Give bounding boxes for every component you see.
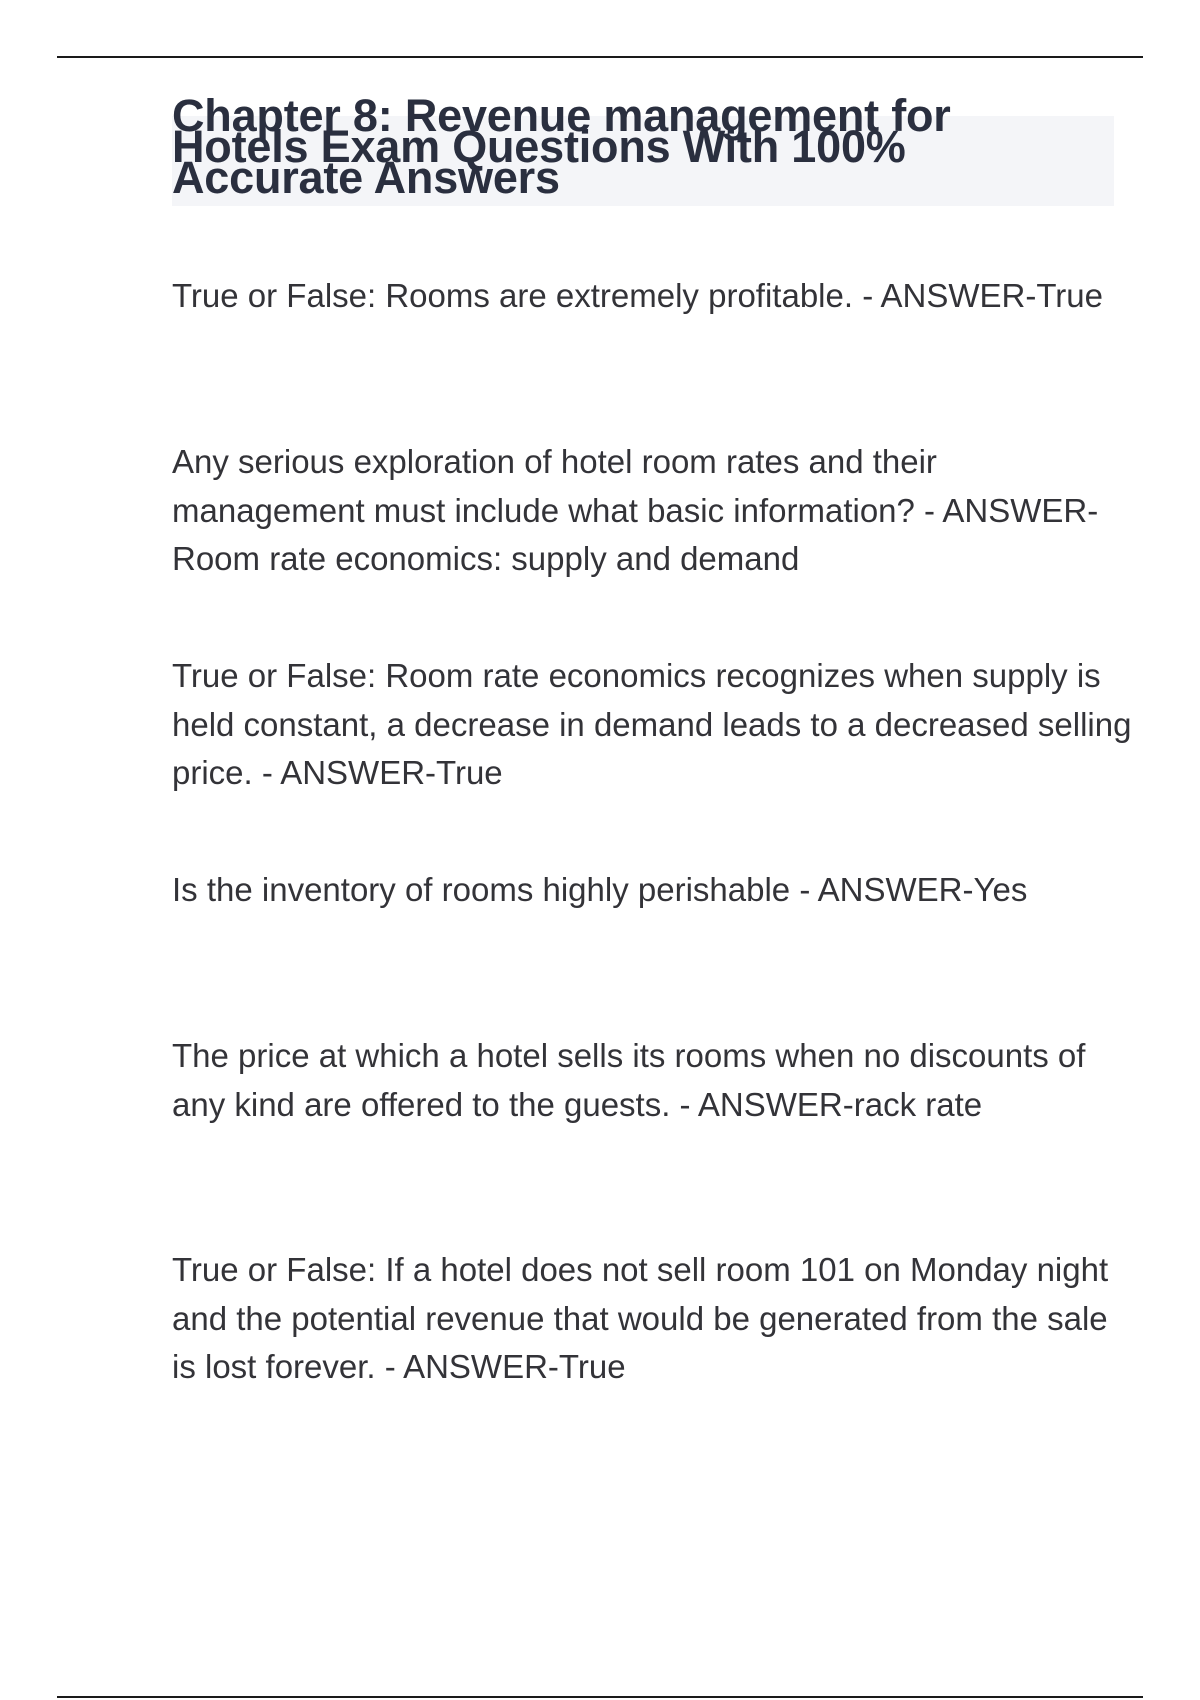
qa-item: Any serious exploration of hotel room rates and their management must include what basic information? - ANSWER-Room rate economics: supply and demand [172, 443, 1099, 577]
qa-item: True or False: Rooms are extremely profitable. - ANSWER-True [172, 277, 1103, 314]
qa-item: The price at which a hotel sells its rooms when no discounts of any kind are offered to the guests. - ANSWER-rack rate [172, 1037, 1086, 1123]
page-title: Chapter 8: Revenue management for Hotels Exam Questions With 100% Accurate Answers [172, 90, 951, 203]
bottom-rule [57, 1696, 1143, 1698]
qa-item: True or False: Room rate economics recognizes when supply is held constant, a decrease in demand leads to a decreased selling price. - ANSWER-True [172, 657, 1132, 791]
qa-item: True or False: If a hotel does not sell room 101 on Monday night and the potential revenue that would be generated from the sale is lost forever. - ANSWER-True [172, 1251, 1109, 1385]
qa-item: Is the inventory of rooms highly perishable - ANSWER-Yes [172, 871, 1028, 908]
top-rule [57, 56, 1143, 58]
